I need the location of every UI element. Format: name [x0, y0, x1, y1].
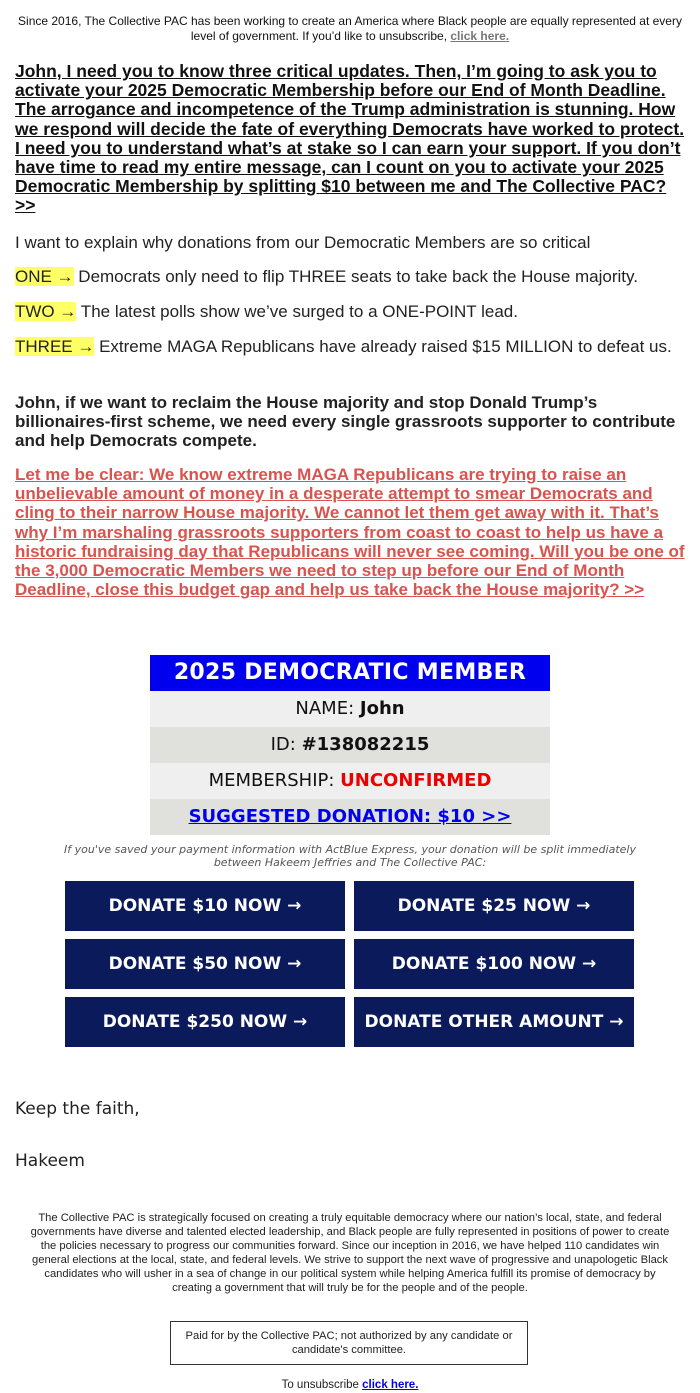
footer-unsubscribe [0, 1378, 700, 1392]
unsubscribe-link[interactable]: click here. [362, 1379, 419, 1391]
membership-card-title: 2025 DEMOCRATIC MEMBER [150, 655, 550, 691]
intro-text: I want to explain why donations from our Democratic Members are so critical [15, 233, 591, 252]
donate-25-button[interactable]: DONATE $25 NOW → [354, 881, 634, 931]
donate-50-button[interactable]: DONATE $50 NOW → [65, 939, 345, 989]
update-one-text: Democrats only need to flip THREE seats to take back the House majority. [73, 267, 638, 286]
suggested-donation-link[interactable]: SUGGESTED DONATION: $10 >> [188, 806, 512, 827]
update-two [15, 302, 687, 321]
update-two-text: The latest polls show we’ve surged to a ONE-POINT lead. [76, 302, 518, 321]
donate-other-button[interactable]: DONATE OTHER AMOUNT → [354, 997, 634, 1047]
update-one [15, 267, 687, 286]
update-three [15, 337, 687, 356]
call-to-action-paragraph: John, if we want to reclaim the House majority and stop Donald Trump’s billionaires-first scheme, we need every single grassroots supporter to contribute and help Democrats compete. [15, 393, 676, 451]
update-one-label: ONE → [15, 267, 74, 286]
donate-250-button[interactable]: DONATE $250 NOW → [65, 997, 345, 1047]
signoff: Keep the faith, [15, 1099, 140, 1119]
membership-card[interactable] [150, 655, 550, 835]
membership-label: MEMBERSHIP: [208, 770, 341, 791]
name-value: John [359, 698, 405, 719]
update-three-text: Extreme MAGA Republicans have already raised $15 MILLION to defeat us. [94, 337, 672, 356]
suggested-donation-row[interactable] [150, 799, 550, 835]
preheader-text: Since 2016, The Collective PAC has been working to create an America where Black people are equally represented at every level of government. If you’d like to unsubscribe, [18, 14, 682, 43]
unsubscribe-text: To unsubscribe [281, 1379, 363, 1391]
update-three-label: THREE → [15, 337, 95, 356]
preheader-unsubscribe-link[interactable]: click here. [450, 29, 510, 43]
preheader [10, 14, 690, 44]
donate-100-button[interactable]: DONATE $100 NOW → [354, 939, 634, 989]
id-label: ID: [270, 734, 302, 755]
membership-status: UNCONFIRMED [340, 770, 492, 791]
id-value: #138082215 [301, 734, 430, 755]
footer-description: The Collective PAC is strategically focused on creating a truly equitable democracy where our nation’s local, state, and federal governments have diverse and talented elected leadership, and Black people are fully represented in positions of power to create the policies necessary to progress our communities forward. Since our inception in 2016, we have helped 110 candidates win general elections at the local, state, and federal levels. We strive to support the next wave of progressive and unapologetic Black candidates who will usher in a sea of change in our political system while helping America fulfill its promise of democracy by creating a government that will truly be for the people and of the people. [30, 1212, 670, 1294]
membership-status-row [150, 763, 550, 799]
update-two-label: TWO → [15, 302, 77, 321]
headline-link[interactable]: John, I need you to know three critical updates. Then, I’m going to ask you to activate your 2025 Democratic Membership before our End of Month Deadline. The arrogance and incompetence of the Trump administration is stunning. How we respond will decide the fate of everything Democrats have worked to protect. I need you to understand what’s at stake so I can earn your support. If you don’t have time to read my entire message, can I count on you to activate your 2025 Democratic Membership by splitting $10 between me and The Collective PAC? >> [15, 61, 685, 216]
membership-id-row [150, 727, 550, 763]
red-appeal-link[interactable]: Let me be clear: We know extreme MAGA Republicans are trying to raise an unbelievable amount of money in a desperate attempt to smear Democrats and cling to their narrow House majority. We cannot let them get away with it. That’s why I’m marshaling grassroots supporters from coast to coast to help us have a historic fundraising day that Republicans will never see coming. Will you be one of the 3,000 Democratic Members we need to step up before our End of Month Deadline, close this budget gap and help us take back the House majority? >> [15, 465, 685, 600]
membership-name-row [150, 691, 550, 727]
name-label: NAME: [295, 698, 360, 719]
signature-name: Hakeem [15, 1151, 85, 1171]
donate-10-button[interactable]: DONATE $10 NOW → [65, 881, 345, 931]
actblue-note: If you've saved your payment information with ActBlue Express, your donation will be split immediately between Hakeem Jeffries and The Collective PAC: [64, 843, 636, 869]
paid-for-disclaimer: Paid for by the Collective PAC; not authorized by any candidate or candidate's committee. [170, 1321, 528, 1365]
